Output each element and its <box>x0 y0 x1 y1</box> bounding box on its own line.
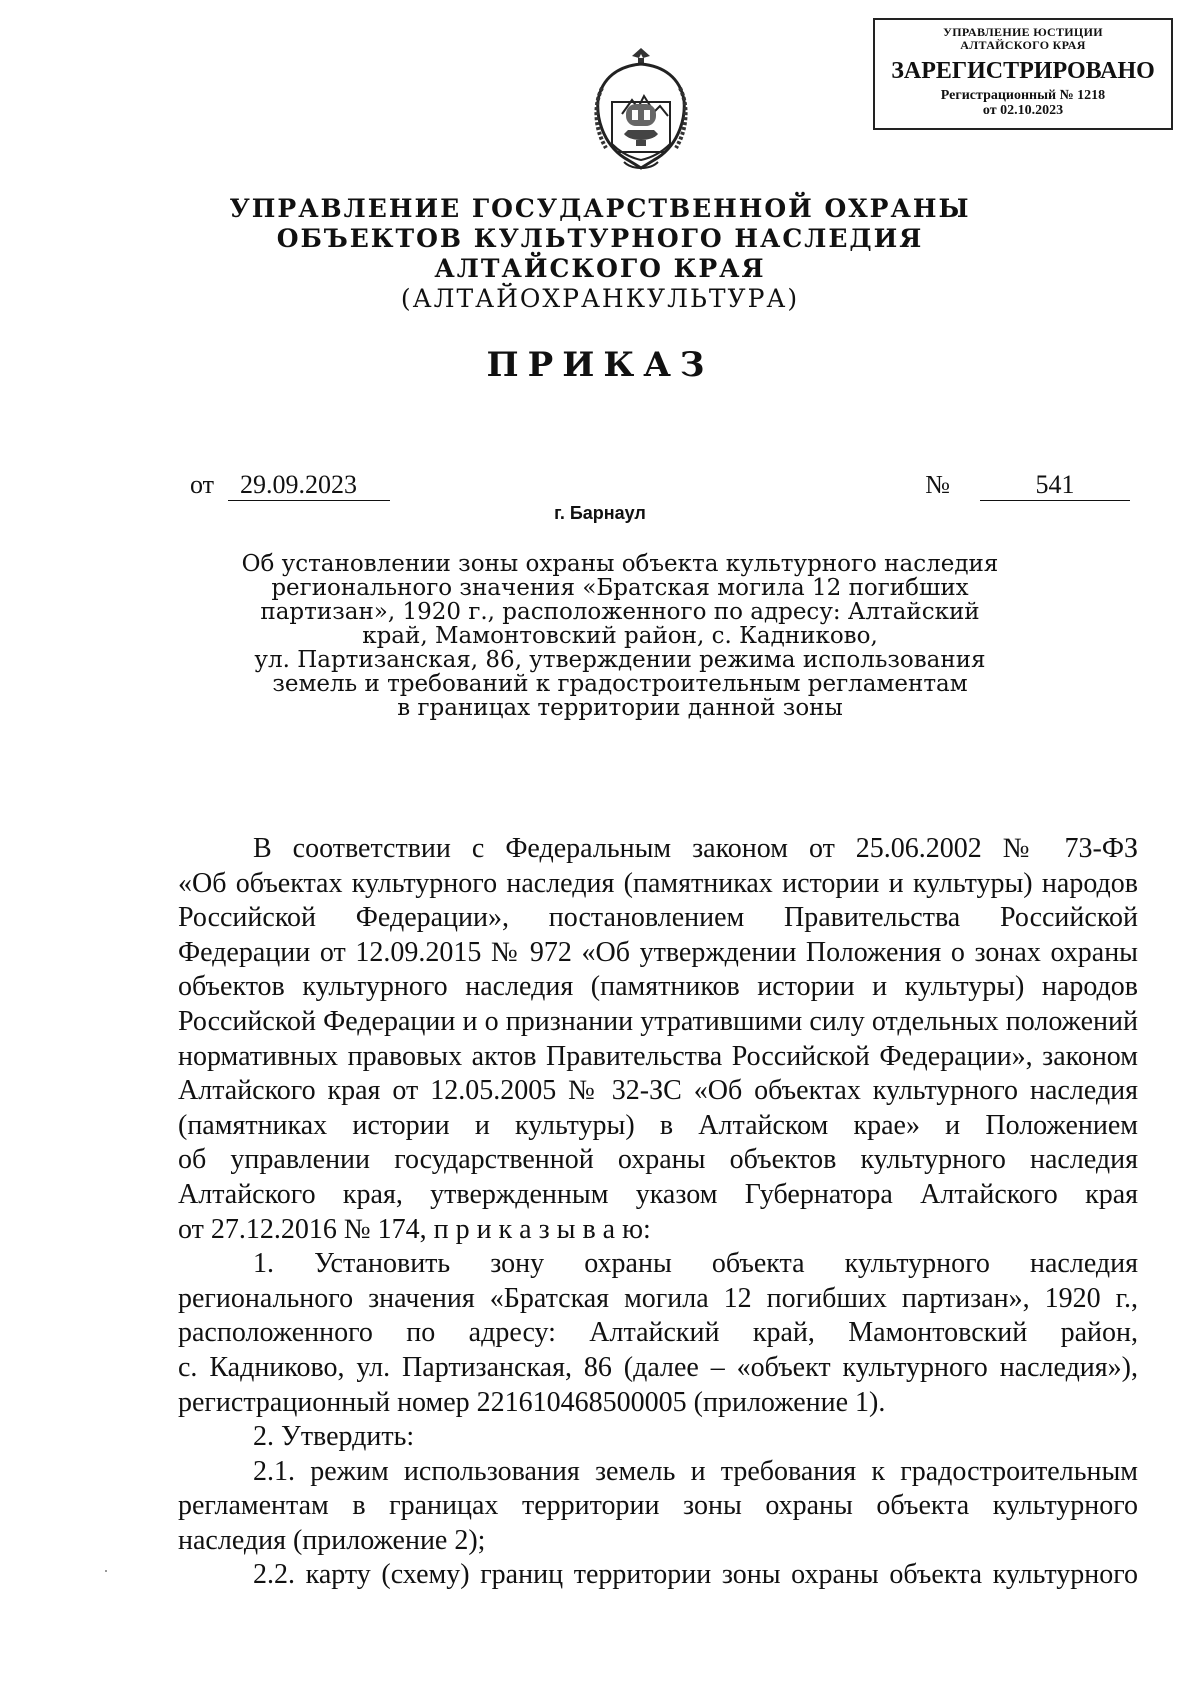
body-line: расположенного по адресу: Алтайский край, Мамонтовский район, <box>178 1317 1138 1349</box>
body-line: 2.1. режим использования земель и требования к градостроительным <box>253 1455 1138 1487</box>
body-line: регистрационный номер 221610468500005 (приложение 1). <box>178 1386 886 1418</box>
body-line: с. Кадниково, ул. Партизанская, 86 (далее – «объект культурного наследия»), <box>178 1351 1138 1383</box>
altai-krai-coat-of-arms-icon <box>588 44 694 178</box>
body-line: нормативных правовых актов Правительства Российской Федерации», законом <box>178 1040 1138 1072</box>
body-line: 1. Установить зону охраны объекта культурного наследия <box>253 1248 1138 1280</box>
subject-line: в границах территории данной зоны <box>397 695 843 721</box>
org-short-name: (АЛТАЙОХРАНКУЛЬТУРА) <box>400 284 800 313</box>
subject-line: ул. Партизанская, 86, утверждении режима использования <box>254 647 986 673</box>
stamp-org <box>875 26 1171 52</box>
body-line: В соответствии с Федеральным законом от 25.06.2002 № 73-ФЗ <box>253 833 1138 864</box>
order-number: 541 <box>980 470 1130 501</box>
scan-speck <box>105 1570 107 1572</box>
body-line: 2. Утвердить: <box>253 1421 415 1453</box>
subject-line: регионального значения «Братская могила 12 погибших <box>271 575 969 601</box>
org-line1: УПРАВЛЕНИЕ ГОСУДАРСТВЕННОЙ ОХРАНЫ <box>229 194 971 223</box>
order-number-line <box>925 470 1130 501</box>
order-body <box>178 832 1138 1593</box>
body-line: объектов культурного наследия (памятников истории и культуры) народов <box>178 971 1138 1003</box>
body-line: Федерации от 12.09.2015 № 972 «Об утверждении Положения о зонах охраны <box>178 936 1138 968</box>
order-date-line <box>190 470 390 501</box>
body-line: об управлении государственной охраны объектов культурного наследия <box>178 1144 1138 1176</box>
stamp-title: ЗАРЕГИСТРИРОВАНО <box>891 58 1155 84</box>
order-date: 29.09.2023 <box>228 470 390 501</box>
subject-line: Об установлении зоны охраны объекта культурного наследия <box>241 551 999 577</box>
stamp-org-line2: АЛТАЙСКОГО КРАЯ <box>960 38 1086 52</box>
body-line: 2.2. карту (схему) границ территории зоны охраны объекта культурного <box>253 1559 1138 1591</box>
org-line3: АЛТАЙСКОГО КРАЯ <box>434 254 766 283</box>
document-type: ПРИКАЗ <box>486 345 714 385</box>
stamp-reg-date: от 02.10.2023 <box>982 103 1064 118</box>
org-line2: ОБЪЕКТОВ КУЛЬТУРНОГО НАСЛЕДИЯ <box>276 224 924 253</box>
organization-header <box>0 194 1200 314</box>
subject-line: край, Мамонтовский район, с. Кадниково, <box>362 623 878 649</box>
body-line: наследия (приложение 2); <box>178 1524 486 1556</box>
body-line: Российской Федерации и о признании утратившими силу отдельных положений <box>178 1005 1138 1037</box>
body-line: Российской Федерации», постановлением Правительства Российской <box>178 902 1138 934</box>
city: г. Барнаул <box>554 503 646 523</box>
body-line: регламентам в границах территории зоны охраны объекта культурного <box>178 1490 1138 1522</box>
order-subject <box>230 552 1010 720</box>
body-line: Алтайского края от 12.05.2005 № 32-ЗС «Об объектах культурного наследия <box>178 1075 1138 1107</box>
stamp-reg-number: Регистрационный № 1218 <box>940 88 1106 103</box>
subject-line: земель и требований к градостроительным регламентам <box>272 671 968 697</box>
body-line: от 27.12.2016 № 174, п р и к а з ы в а ю: <box>178 1213 651 1245</box>
body-line: (памятниках истории и культуры) в Алтайском крае» и Положением <box>178 1109 1138 1141</box>
subject-line: партизан», 1920 г., расположенного по адресу: Алтайский <box>260 599 980 625</box>
date-prefix: от <box>190 470 215 499</box>
number-prefix: № <box>925 470 950 499</box>
body-line: регионального значения «Братская могила 12 погибших партизан», 1920 г., <box>178 1282 1138 1314</box>
registration-stamp <box>873 18 1173 130</box>
stamp-org-line1: УПРАВЛЕНИЕ ЮСТИЦИИ <box>943 25 1103 39</box>
body-line: «Об объектах культурного наследия (памятниках истории и культуры) народов <box>178 867 1138 899</box>
body-line: Алтайского края, утвержденным указом Губернатора Алтайского края <box>178 1178 1138 1210</box>
